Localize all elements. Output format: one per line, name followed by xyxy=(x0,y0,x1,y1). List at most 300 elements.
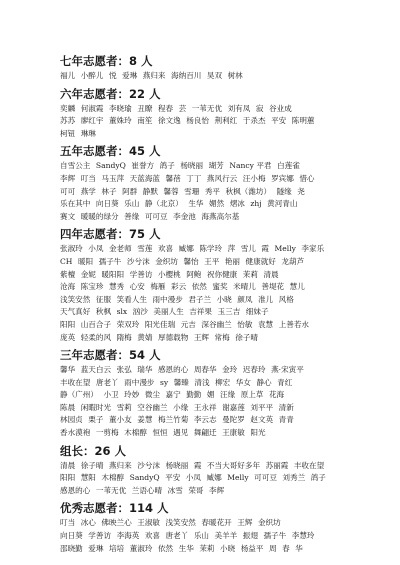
volunteer-name: 李辉 xyxy=(60,173,76,183)
volunteer-name: 丁丁 xyxy=(186,173,202,183)
volunteer-name: 燕归来 xyxy=(142,71,166,80)
volunteer-name: 周 xyxy=(268,543,277,553)
volunteer-name: 尧 xyxy=(297,186,305,196)
volunteer-name: 春暖花开 xyxy=(201,518,232,528)
volunteer-name: 燕学 xyxy=(80,186,96,196)
volunteer-name: SandyQ xyxy=(95,161,126,171)
volunteer-name: 原上草 xyxy=(240,390,264,400)
volunteer-name: 秋枫 xyxy=(95,307,112,317)
volunteer-name: 暖阳 xyxy=(77,256,94,266)
volunteer-name: 隧缘 xyxy=(276,186,292,196)
name-line xyxy=(60,103,354,116)
volunteer-name: 赛文 xyxy=(60,211,76,221)
volunteer-name: 金织坊 xyxy=(155,256,178,266)
volunteer-name: 浅笑安然 xyxy=(165,518,196,528)
volunteer-name: 浅笑安然 xyxy=(60,294,91,304)
volunteer-name: 清晨 xyxy=(60,460,76,470)
volunteer-name: 细妹子 xyxy=(245,307,269,317)
volunteer-section xyxy=(60,87,354,141)
volunteer-name: 阳光 xyxy=(250,428,266,438)
volunteer-name: 徐子晴 xyxy=(235,332,258,342)
volunteer-name: 春 xyxy=(282,543,290,553)
volunteer-name: 唐老丫 xyxy=(165,531,189,541)
volunteer-name: 清新 xyxy=(278,402,294,412)
volunteer-name: 李晓瑜 xyxy=(108,103,132,113)
volunteer-name: 燕归来 xyxy=(108,460,132,470)
name-line xyxy=(60,115,354,128)
volunteer-name: 勤勤 xyxy=(186,390,202,400)
volunteer-name: 轻柔的风 xyxy=(80,332,112,342)
volunteer-name: 杨晓丽 xyxy=(165,460,189,470)
volunteer-name: 熠冰 xyxy=(229,199,245,209)
volunteer-name: 美丽人生 xyxy=(153,307,184,317)
volunteer-name: 雪莲 xyxy=(137,244,153,254)
volunteer-name: 美羊羊 xyxy=(214,531,238,541)
volunteer-name: 恒恒 xyxy=(152,428,168,438)
volunteer-name: 雨中漫步 xyxy=(124,377,155,387)
volunteer-name: 阿鲍 xyxy=(186,269,202,279)
volunteer-name: 南笙 xyxy=(137,116,153,126)
volunteer-name: 燕·宋寅平 xyxy=(271,365,304,375)
volunteer-name: 可可豆 xyxy=(254,473,277,483)
volunteer-name: 臧娜 xyxy=(178,244,194,254)
volunteer-name: 王辉 xyxy=(237,518,253,528)
volunteer-name: 一苇无优 xyxy=(95,485,127,495)
name-line xyxy=(60,414,354,427)
volunteer-name: 寂 xyxy=(255,103,264,113)
volunteer-name: 白莲雀 xyxy=(277,161,300,171)
volunteer-name-list xyxy=(60,364,354,440)
volunteer-name: 彩云 xyxy=(171,282,187,292)
volunteer-name: 山百合子 xyxy=(80,319,112,329)
volunteer-name: 李慧玲 xyxy=(291,531,315,541)
section-heading: 七年志愿者：8 人 xyxy=(60,54,153,68)
name-line xyxy=(60,198,354,211)
section-heading: 四年志愿者：75 人 xyxy=(60,227,161,242)
volunteer-name: 刘平平 xyxy=(250,402,274,412)
volunteer-name: 陈宝珍 xyxy=(80,282,104,292)
volunteer-name: 霞 xyxy=(193,460,202,470)
volunteer-name: 汹沙 xyxy=(132,307,148,317)
volunteer-name: 苏苏 xyxy=(60,116,76,126)
name-line xyxy=(60,530,354,543)
volunteer-name: 雪莉 xyxy=(116,402,132,412)
volunteer-name: 隋梅 xyxy=(116,332,132,342)
volunteer-name: 张淑玲 xyxy=(60,244,83,254)
volunteer-name: 君子兰 xyxy=(188,294,212,304)
volunteer-name: 雪儿 xyxy=(240,244,256,254)
volunteer-name: 叮当 xyxy=(80,173,96,183)
name-line xyxy=(60,70,354,83)
name-line xyxy=(60,306,354,319)
volunteer-name: 王永祥 xyxy=(193,402,217,412)
volunteer-name: 深谷幽兰 xyxy=(201,319,232,329)
volunteer-name: 赵文英 xyxy=(250,415,274,425)
volunteer-name: 王平 xyxy=(204,256,220,266)
volunteer-name: 不当大哥好多年 xyxy=(206,460,261,470)
volunteer-name: 静心 xyxy=(256,377,272,387)
volunteer-name: 玲妙 xyxy=(124,390,140,400)
volunteer-sections xyxy=(60,54,354,555)
volunteer-name: 木棉醇 xyxy=(124,428,147,438)
volunteer-name: 昊双 xyxy=(206,71,223,80)
volunteer-name: 于杀杰 xyxy=(242,116,266,126)
volunteer-name: 李家乐 xyxy=(301,244,325,254)
volunteer-name: 蜜奖 xyxy=(212,282,228,292)
volunteer-name: 香水漠袍 xyxy=(60,428,91,438)
name-line xyxy=(60,402,354,415)
volunteer-name: 雪珊 xyxy=(184,186,200,196)
volunteer-name: 慧阳 xyxy=(80,473,96,483)
volunteer-name: 可可 xyxy=(60,186,76,196)
volunteer-name: 善堤花 xyxy=(261,282,285,292)
volunteer-name: 蓝天白云 xyxy=(80,365,112,375)
volunteer-name: 馨臻 xyxy=(173,377,189,387)
volunteer-name: 欢喜 xyxy=(144,531,161,541)
volunteer-name: 小卫 xyxy=(103,390,119,400)
volunteer-name: 陈晨 xyxy=(60,402,76,412)
volunteer-name: 奕麟 xyxy=(60,103,76,113)
volunteer-name: 茉莉 xyxy=(242,269,258,279)
section-heading: 三年志愿者：54 人 xyxy=(60,348,161,363)
section-heading: 五年志愿者：45 人 xyxy=(60,144,161,159)
volunteer-name: 雨中漫步 xyxy=(152,294,183,304)
volunteer-name: sy xyxy=(160,377,169,387)
volunteer-name: 馨怡 xyxy=(183,256,199,266)
volunteer-name: SandyQ xyxy=(129,473,160,483)
volunteer-name: 空谷幽兰 xyxy=(137,402,168,412)
volunteer-name: 木棉醇 xyxy=(101,473,125,483)
volunteer-name: 孺子牛 xyxy=(98,256,122,266)
volunteer-name: 王康敏 xyxy=(222,428,245,438)
volunteer-name: 厚德载物 xyxy=(157,332,189,342)
volunteer-name: 沙兮沫 xyxy=(126,256,150,266)
name-line xyxy=(60,256,354,269)
volunteer-name: 沧海 xyxy=(60,282,76,292)
volunteer-name: 米晴儿 xyxy=(233,282,256,292)
volunteer-name: 沙兮沫 xyxy=(137,460,161,470)
volunteer-name: 暖阳阳 xyxy=(101,269,125,279)
volunteer-name: 廖红宇 xyxy=(80,116,104,126)
volunteer-name: 准儿 xyxy=(257,294,274,304)
volunteer-name: 玉三吉 xyxy=(217,307,241,317)
volunteer-name: 华女 xyxy=(235,377,251,387)
volunteer-name: 舞翩迁 xyxy=(193,428,217,438)
volunteer-name: 向日葵 xyxy=(95,199,119,209)
volunteer-name: 感恩的心 xyxy=(157,365,189,375)
volunteer-section xyxy=(60,444,354,498)
volunteer-name: 秀平 xyxy=(204,186,220,196)
volunteer-name: 元吉 xyxy=(180,319,196,329)
volunteer-name: 栗子 xyxy=(88,415,104,425)
volunteer-name: 依然 xyxy=(157,543,174,553)
volunteer-name: 丑瞭 xyxy=(137,103,153,113)
volunteer-name: 秋枫（潍坊） xyxy=(225,186,272,196)
volunteer-name: 福儿 xyxy=(60,71,76,80)
volunteer-name: 梅雁 xyxy=(150,282,166,292)
name-line xyxy=(60,281,354,294)
volunteer-name: 姜慧 xyxy=(137,415,153,425)
section-heading: 组长：26 人 xyxy=(60,443,127,458)
volunteer-name: 马玉萍 xyxy=(101,173,125,183)
volunteer-name: 健康就好 xyxy=(245,256,276,266)
volunteer-name: 吉祥果 xyxy=(189,307,213,317)
volunteer-name: 平安 xyxy=(165,473,181,483)
volunteer-name: 邵晓勤 xyxy=(60,543,83,553)
volunteer-name: 媚 xyxy=(206,390,215,400)
volunteer-name: Melly xyxy=(274,244,296,254)
volunteer-section xyxy=(60,348,354,440)
volunteer-name: 遇见 xyxy=(173,428,189,438)
volunteer-name: 生华 xyxy=(178,543,194,553)
volunteer-name: 茉莉 xyxy=(199,543,215,553)
volunteer-name: 小晓 xyxy=(216,294,232,304)
volunteer-name: 小晓 xyxy=(220,543,236,553)
volunteer-name: 风格 xyxy=(278,294,294,304)
name-line xyxy=(60,485,354,498)
volunteer-name: 小凤 xyxy=(185,473,202,483)
volunteer-name: 梅兰竹菊 xyxy=(157,415,189,425)
volunteer-name: 黄河青山 xyxy=(267,199,298,209)
name-line xyxy=(60,128,354,141)
volunteer-name: 感恩的心 xyxy=(60,485,91,495)
volunteer-name: 林园贞 xyxy=(60,415,83,425)
volunteer-name: 慧儿 xyxy=(289,282,305,292)
volunteer-name: 鸽子 xyxy=(310,473,326,483)
volunteer-name: 嘉宁 xyxy=(165,390,181,400)
volunteer-name: 荣双玲 xyxy=(116,319,140,329)
volunteer-name: 冰雪 xyxy=(167,485,183,495)
volunteer-section xyxy=(60,144,354,223)
volunteer-name: 林子 xyxy=(101,186,117,196)
volunteer-name: 平安 xyxy=(271,116,287,126)
volunteer-name: 清晨 xyxy=(263,269,279,279)
volunteer-name: 李海英 xyxy=(116,531,140,541)
volunteer-name: 袁慧 xyxy=(257,319,274,329)
volunteer-name: Melly xyxy=(227,473,249,483)
volunteer-name: 丰收在望 xyxy=(60,377,91,387)
volunteer-name: 小凤 xyxy=(88,244,104,254)
volunteer-name: 一苇无优 xyxy=(191,103,223,113)
volunteer-name: 静（北京） xyxy=(144,199,183,209)
volunteer-name: 爱琳 xyxy=(88,543,104,553)
volunteer-name: 李云志 xyxy=(193,415,217,425)
volunteer-name: 阳光佳瑞 xyxy=(144,319,176,329)
volunteer-name: 佛映兰心 xyxy=(101,518,132,528)
name-line xyxy=(60,269,354,282)
volunteer-name: 乐在其中 xyxy=(60,199,91,209)
volunteer-name: 暖暖的绿分 xyxy=(80,211,119,221)
volunteer-name: 颜凤 xyxy=(237,294,253,304)
volunteer-name: 常梅 xyxy=(214,332,230,342)
volunteer-name: 琳琳 xyxy=(80,128,96,138)
volunteer-name: 庞英 xyxy=(60,332,76,342)
volunteer-name: CH xyxy=(60,256,73,266)
volunteer-name: 陈学玲 xyxy=(199,244,223,254)
volunteer-name: slx xyxy=(116,307,128,317)
volunteer-name: 曼陀罗 xyxy=(222,415,245,425)
volunteer-name: 天蓝海蓝 xyxy=(129,173,161,183)
volunteer-name: 龙葫芦 xyxy=(281,256,305,266)
volunteer-name: 海纳百川 xyxy=(171,71,202,80)
volunteer-name: 丰收在望 xyxy=(293,460,325,470)
name-line xyxy=(60,364,354,377)
volunteer-name: 董淑玲 xyxy=(129,543,153,553)
volunteer-name: 天气真好 xyxy=(60,307,91,317)
volunteer-name: 瑞华 xyxy=(137,365,153,375)
volunteer-name: 培培 xyxy=(108,543,125,553)
name-line xyxy=(60,211,354,224)
name-line xyxy=(60,472,354,485)
volunteer-name: 乐山 xyxy=(193,531,209,541)
volunteer-name: 瑚芳 xyxy=(208,161,224,171)
volunteer-name: 祝你健康 xyxy=(206,269,238,279)
volunteer-name: 程春 xyxy=(157,103,174,113)
volunteer-name: 悦 xyxy=(108,71,117,80)
volunteer-name: 刘秀兰 xyxy=(282,473,306,483)
volunteer-name: 霞 xyxy=(261,244,269,254)
volunteer-name: 爱琳 xyxy=(122,71,138,80)
volunteer-name: 臧娜 xyxy=(206,473,222,483)
volunteer-name: 馨蓉 xyxy=(163,186,179,196)
volunteer-name: 汪缘 xyxy=(220,390,236,400)
volunteer-name: 花海 xyxy=(268,390,285,400)
name-line xyxy=(60,377,354,390)
volunteer-name-list xyxy=(60,70,354,83)
volunteer-name: 何淑霞 xyxy=(80,103,104,113)
volunteer-name: 紫檀 xyxy=(60,269,76,279)
volunteer-name: 燕风行云 xyxy=(206,173,238,183)
volunteer-name: 小樱桃 xyxy=(157,269,181,279)
name-line xyxy=(60,319,354,332)
volunteer-name-list xyxy=(60,460,354,498)
volunteer-name: 陈明蕙 xyxy=(291,116,315,126)
name-line xyxy=(60,160,354,173)
volunteer-name: 迟春玲 xyxy=(242,365,266,375)
volunteer-name: 冰心 xyxy=(80,518,96,528)
volunteer-name: 苏丽霞 xyxy=(265,460,289,470)
volunteer-name: 金织坊 xyxy=(257,518,281,528)
volunteer-name: 学善访 xyxy=(129,269,153,279)
volunteer-name: 杨益平 xyxy=(240,543,264,553)
volunteer-name: 唐老丫 xyxy=(95,377,119,387)
volunteer-name: 孺子牛 xyxy=(263,531,287,541)
volunteer-name: 杨晓丽 xyxy=(180,161,204,171)
volunteer-name: 张弘 xyxy=(116,365,132,375)
volunteer-name: 青青 xyxy=(278,415,294,425)
volunteer-section xyxy=(60,54,354,83)
volunteer-name: 柳宏 xyxy=(215,377,231,387)
volunteer-name: 阳阳 xyxy=(60,319,76,329)
volunteer-name: 心安 xyxy=(129,282,145,292)
volunteer-name: 柯钮 xyxy=(60,128,76,138)
volunteer-name: 李辉 xyxy=(209,485,225,495)
volunteer-name: 乐山 xyxy=(124,199,140,209)
volunteer-name: 王辉 xyxy=(193,332,209,342)
volunteer-name: 上善若水 xyxy=(278,319,310,329)
volunteer-name: 金老师 xyxy=(108,244,132,254)
volunteer-name: 小醉儿 xyxy=(80,71,104,80)
volunteer-section xyxy=(60,501,354,555)
volunteer-name: 荆利红 xyxy=(214,116,238,126)
volunteer-name: 青红 xyxy=(277,377,293,387)
volunteer-name: 兰语心晴 xyxy=(131,485,163,495)
volunteer-name: 阿群 xyxy=(122,186,138,196)
volunteer-name: 黄婧 xyxy=(137,332,153,342)
volunteer-name: 艳丽 xyxy=(224,256,241,266)
name-line xyxy=(60,517,354,530)
volunteer-name: 生华 xyxy=(188,199,204,209)
section-heading: 优秀志愿者：114 人 xyxy=(60,501,169,516)
volunteer-name: 一剪梅 xyxy=(95,428,119,438)
name-line xyxy=(60,186,354,199)
name-line xyxy=(60,460,354,473)
volunteer-name: 静（广州） xyxy=(60,390,98,400)
volunteer-name: 海燕高尔基 xyxy=(201,211,240,221)
name-line xyxy=(60,243,354,256)
name-line xyxy=(60,173,354,186)
volunteer-name: 微尘 xyxy=(144,390,161,400)
volunteer-name: 征服 xyxy=(95,294,112,304)
volunteer-name: 周春华 xyxy=(193,365,217,375)
volunteer-name: Nancy 平君 xyxy=(229,161,272,171)
volunteer-name-list xyxy=(60,103,354,141)
name-line xyxy=(60,389,354,402)
volunteer-name-list xyxy=(60,160,354,223)
volunteer-name: 馨蓓 xyxy=(165,173,181,183)
volunteer-name: 谢嘉莲 xyxy=(222,402,245,412)
volunteer-name-list xyxy=(60,517,354,555)
volunteer-name: 崔誉方 xyxy=(131,161,155,171)
name-line xyxy=(60,332,354,345)
volunteer-name: 荣哥 xyxy=(188,485,204,495)
section-heading: 六年志愿者：22 人 xyxy=(60,86,161,101)
volunteer-name: 董姝玲 xyxy=(108,116,132,126)
volunteer-name: 闲暇时光 xyxy=(80,402,112,412)
volunteer-name: 自雪公主 xyxy=(60,161,91,171)
volunteer-name: 叮当 xyxy=(60,518,76,528)
volunteer-name: 慧秀 xyxy=(108,282,125,292)
volunteer-name: 静默 xyxy=(142,186,158,196)
volunteer-name: 清浅 xyxy=(194,377,210,387)
volunteer-name: 萍 xyxy=(227,244,236,254)
name-line xyxy=(60,543,354,556)
name-line xyxy=(60,427,354,440)
volunteer-name: 金玲 xyxy=(222,365,238,375)
volunteer-name: 笑看人生 xyxy=(116,294,147,304)
volunteer-name: 董小友 xyxy=(108,415,132,425)
volunteer-name: 罗宾娜 xyxy=(271,173,294,183)
volunteer-name: 芸 xyxy=(178,103,187,113)
volunteer-name: 媚然 xyxy=(209,199,225,209)
volunteer-name: 刘有凤 xyxy=(227,103,251,113)
volunteer-name: 善缘 xyxy=(124,211,140,221)
volunteer-name: zhj xyxy=(250,199,262,209)
volunteer-name: 徐子晴 xyxy=(80,460,104,470)
volunteer-name: 树林 xyxy=(227,71,243,80)
volunteer-name: 可可豆 xyxy=(144,211,168,221)
volunteer-name: 怡敏 xyxy=(237,319,253,329)
volunteer-name: 依然 xyxy=(191,282,207,292)
volunteer-name-list xyxy=(60,243,354,344)
volunteer-name: 谷业成 xyxy=(268,103,292,113)
volunteer-name: 惜心 xyxy=(299,173,315,183)
volunteer-name: 汪小梅 xyxy=(242,173,266,183)
volunteer-name: 杨良怡 xyxy=(186,116,209,126)
volunteer-name: 学善访 xyxy=(88,531,112,541)
volunteer-name: 李金池 xyxy=(173,211,196,221)
volunteer-name: 向日葵 xyxy=(60,531,83,541)
